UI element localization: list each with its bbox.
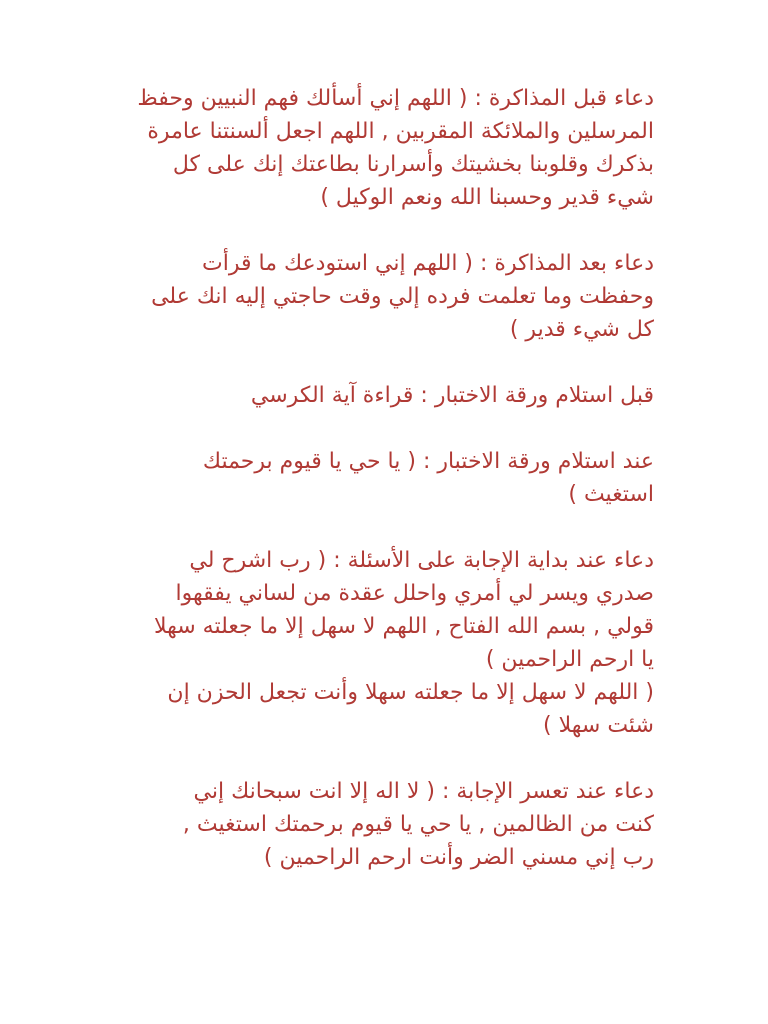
document-body (120, 82, 654, 874)
text-line: دعاء عند بداية الإجابة على الأسئلة : ( رب اشرح لي (189, 548, 654, 573)
text-line: كنت من الظالمين , يا حي يا قيوم برحمتك استغيث , (182, 812, 654, 837)
text-line: ( اللهم لا سهل إلا ما جعلته سهلا وأنت تجعل الحزن إن (167, 680, 654, 705)
text-line: وحفظت وما تعلمت فرده إلي وقت حاجتي إليه انك على (151, 284, 654, 309)
dua-before-study (120, 82, 654, 214)
dua-start-answering (120, 544, 654, 742)
dua-after-study (120, 247, 654, 346)
text-line: رب إني مسني الضر وأنت ارحم الراحمين ) (263, 845, 654, 870)
on-receiving-exam (120, 445, 654, 511)
text-line: كل شيء قدير ) (509, 317, 654, 342)
text-line: استغيث ) (568, 482, 654, 507)
dua-difficult-answer (120, 775, 654, 874)
text-line: صدري ويسر لي أمري واحلل عقدة من لساني يفقهوا (175, 581, 654, 606)
text-line: يا ارحم الراحمين ) (485, 647, 654, 672)
text-line: بذكرك وقلوبنا بخشيتك وأسرارنا بطاعتك إنك على كل (172, 152, 654, 177)
text-line: المرسلين والملائكة المقربين , اللهم اجعل ألسنتنا عامرة (147, 119, 654, 144)
text-line: شيء قدير وحسبنا الله ونعم الوكيل ) (320, 185, 654, 210)
text-line: دعاء عند تعسر الإجابة : ( لا اله إلا انت سبحانك إني (193, 779, 654, 804)
text-line: قبل استلام ورقة الاختبار : قراءة آية الكرسي (250, 383, 654, 408)
text-line: دعاء بعد المذاكرة : ( اللهم إني استودعك ما قرأت (202, 251, 654, 276)
text-line: دعاء قبل المذاكرة : ( اللهم إني أسألك فهم النبيين وحفظ (137, 86, 654, 111)
text-line: قولي , بسم الله الفتاح , اللهم لا سهل إلا ما جعلته سهلا (153, 614, 654, 639)
text-line: عند استلام ورقة الاختبار : ( يا حي يا قيوم برحمتك (202, 449, 654, 474)
text-line: شئت سهلا ) (543, 713, 654, 738)
before-receiving-exam (120, 379, 654, 412)
